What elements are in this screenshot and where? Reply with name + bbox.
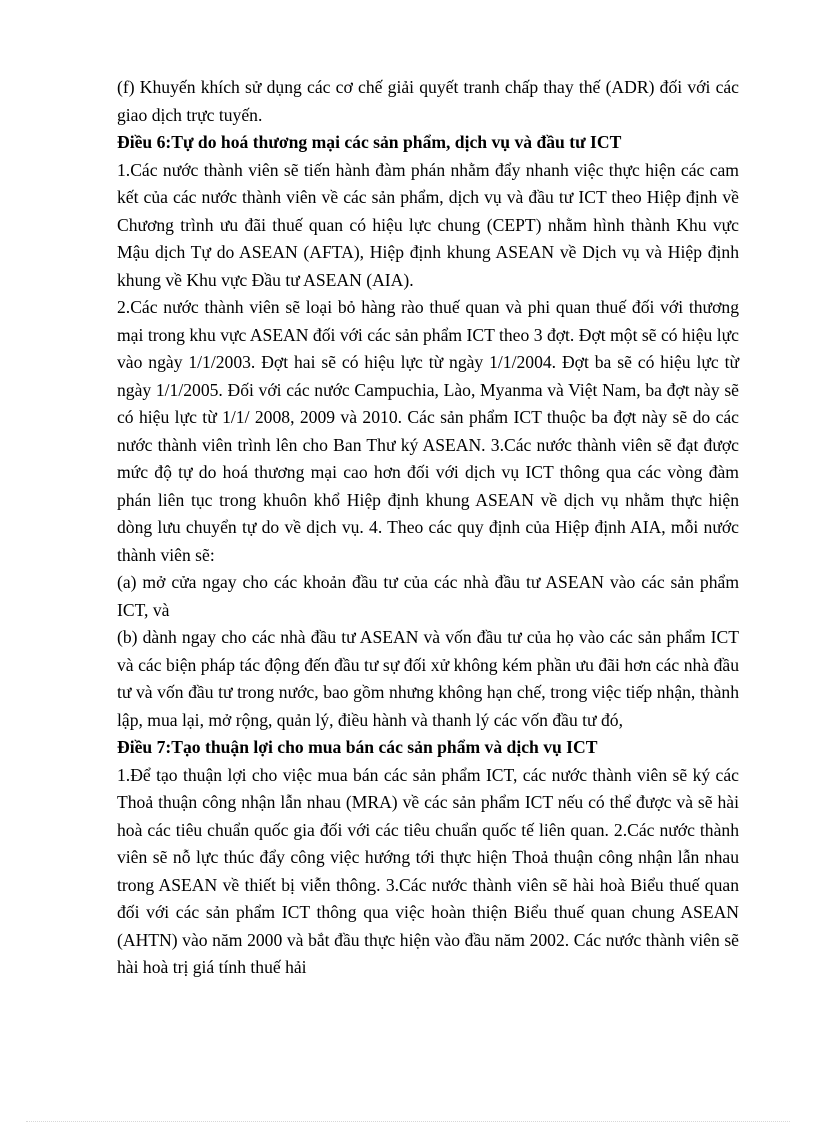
heading-article-7: Điều 7:Tạo thuận lợi cho mua bán các sản phẩm và dịch vụ ICT [117, 737, 598, 757]
paragraph-article-6-item-1: 1.Các nước thành viên sẽ tiến hành đàm phán nhằm đẩy nhanh việc thực hiện các cam kết của các nước thành viên về các sản phẩm, dịch vụ và đầu tư ICT theo Hiệp định về Chương trình ưu đãi thuế quan có hiệu lực chung (CEPT) nhằm hình thành Khu vực Mậu dịch Tự do ASEAN (AFTA), Hiệp định khung ASEAN về Dịch vụ và Hiệp định khung về Khu vực Đầu tư ASEAN (AIA). [117, 159, 739, 290]
paragraph-clause-f: (f) Khuyến khích sử dụng các cơ chế giải quyết tranh chấp thay thế (ADR) đối với các giao dịch trực tuyến. [117, 77, 739, 125]
paragraph-clause-a: (a) mở cửa ngay cho các khoản đầu tư của các nhà đầu tư ASEAN vào các sản phẩm ICT, và [117, 572, 739, 620]
page-bottom-divider [26, 1121, 790, 1122]
document-body [117, 74, 739, 982]
paragraph-article-6-item-2-4: 2.Các nước thành viên sẽ loại bỏ hàng rào thuế quan và phi quan thuế đối với thương mại trong khu vực ASEAN đối với các sản phẩm ICT theo 3 đợt. Đợt một sẽ có hiệu lực vào ngày 1/1/2003. Đợt hai sẽ có hiệu lực từ ngày 1/1/2004. Đợt ba sẽ có hiệu lực từ ngày 1/1/2005. Đối với các nước Campuchia, Lào, Myanma và Việt Nam, ba đợt này sẽ có hiệu lực từ 1/1/ 2008, 2009 và 2010. Các sản phẩm ICT thuộc ba đợt này sẽ do các nước thành viên trình lên cho Ban Thư ký ASEAN. 3.Các nước thành viên sẽ đạt được mức độ tự do hoá thương mại cao hơn đối với dịch vụ ICT thông qua các vòng đàm phán liên tục trong khuôn khổ Hiệp định khung ASEAN về dịch vụ nhằm thực hiện dòng lưu chuyển tự do về dịch vụ. 4. Theo các quy định của Hiệp định AIA, mỗi nước thành viên sẽ: [117, 297, 739, 565]
paragraph-clause-b: (b) dành ngay cho các nhà đầu tư ASEAN và vốn đầu tư của họ vào các sản phẩm ICT và các biện pháp tác động đến đầu tư sự đối xử không kém phần ưu đãi hơn các nhà đầu tư và vốn đầu tư trong nước, bao gồm nhưng không hạn chế, trong việc tiếp nhận, thành lập, mua lại, mở rộng, quản lý, điều hành và thanh lý các vốn đầu tư đó, [117, 627, 739, 730]
paragraph-article-7-body: 1.Để tạo thuận lợi cho việc mua bán các sản phẩm ICT, các nước thành viên sẽ ký các Thoả thuận công nhận lẫn nhau (MRA) về các sản phẩm ICT nếu có thể được và sẽ hài hoà các tiêu chuẩn quốc gia đối với các tiêu chuẩn quốc tế liên quan. 2.Các nước thành viên sẽ nỗ lực thúc đẩy công việc hướng tới thực hiện Thoả thuận công nhận lẫn nhau trong ASEAN về thiết bị viễn thông. 3.Các nước thành viên sẽ hài hoà Biểu thuế quan đối với các sản phẩm ICT thông qua việc hoàn thiện Biểu thuế quan chung ASEAN (AHTN) vào năm 2000 và bắt đầu thực hiện vào đầu năm 2002. Các nước thành viên sẽ hài hoà trị giá tính thuế hải [117, 764, 739, 977]
heading-article-6: Điều 6:Tự do hoá thương mại các sản phẩm, dịch vụ và đầu tư ICT [117, 132, 622, 152]
